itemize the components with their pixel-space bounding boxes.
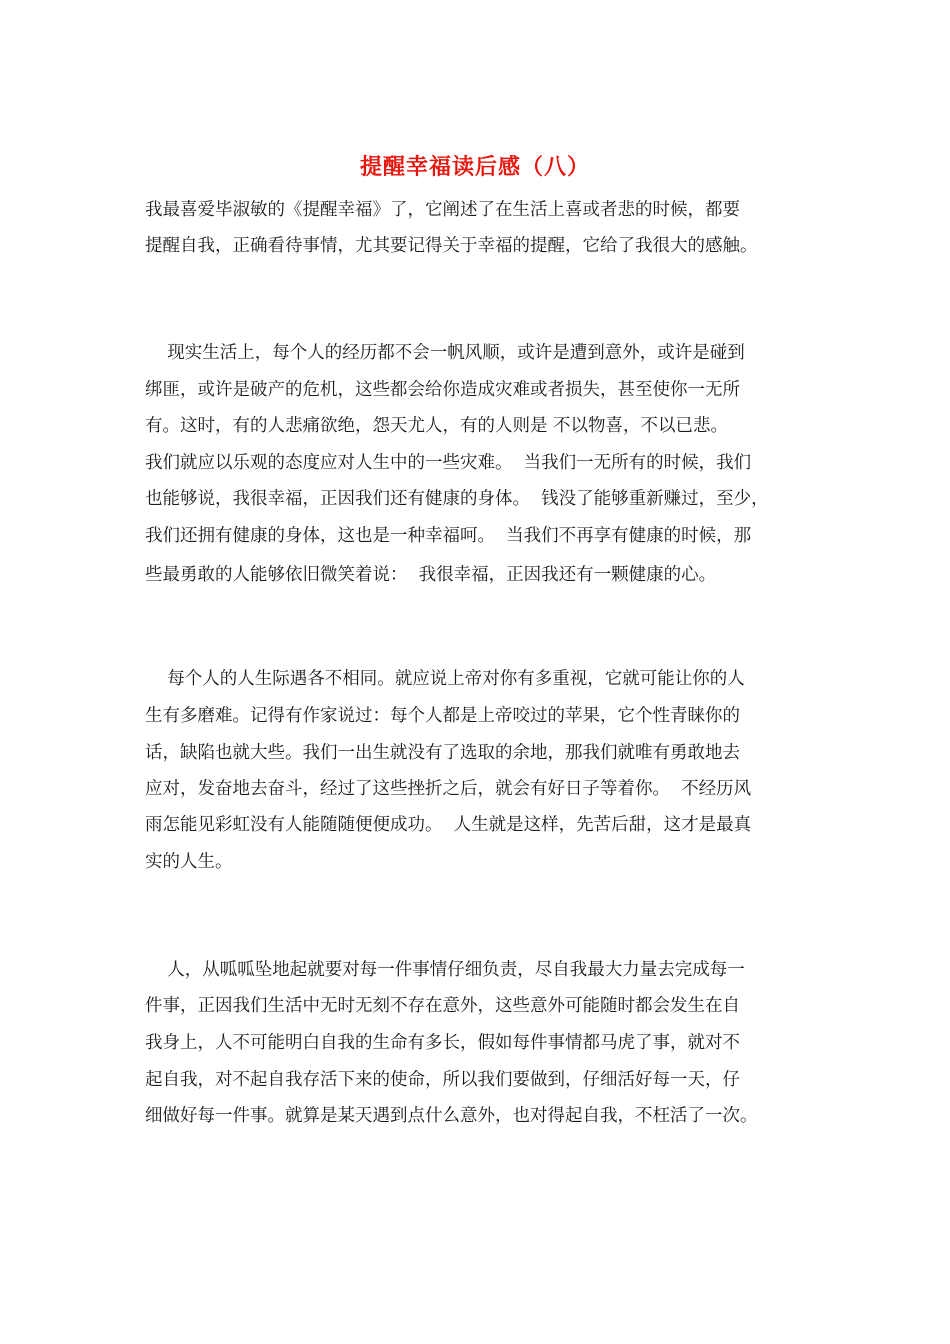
text-line: 我最喜爱毕淑敏的《提醒幸福》了，它阐述了在生活上喜或者悲的时候，都要 bbox=[145, 200, 740, 220]
text-line: 人，从呱呱坠地起就要对每一件事情仔细负责，尽自我最大力量去完成每一 bbox=[145, 960, 745, 980]
text-line: 每个人的人生际遇各不相同。就应说上帝对你有多重视，它就可能让你的人 bbox=[145, 669, 745, 689]
text-line: 些最勇敢的人能够依旧微笑着说： 我很幸福，正因我还有一颗健康的心。 bbox=[145, 565, 717, 585]
text-line: 件事，正因我们生活中无时无刻不存在意外，这些意外可能随时都会发生在自 bbox=[145, 996, 740, 1016]
text-line: 话，缺陷也就大些。我们一出生就没有了选取的余地，那我们就唯有勇敢地去 bbox=[145, 743, 740, 763]
text-line: 我们就应以乐观的态度应对人生中的一些灾难。 当我们一无所有的时候，我们 bbox=[145, 453, 752, 473]
document-title: 提醒幸福读后感（八） bbox=[359, 154, 590, 180]
text-line: 绑匪，或许是破产的危机，这些都会给你造成灾难或者损失，甚至使你一无所 bbox=[145, 380, 740, 400]
text-line: 起自我，对不起自我存活下来的使命，所以我们要做到，仔细活好每一天，仔 bbox=[145, 1070, 740, 1090]
text-line: 细做好每一件事。就算是某天遇到点什么意外，也对得起自我，不枉活了一次。 bbox=[145, 1106, 758, 1126]
text-line: 现实生活上，每个人的经历都不会一帆风顺，或许是遭到意外，或许是碰到 bbox=[145, 343, 745, 363]
text-line: 实的人生。 bbox=[145, 852, 233, 872]
text-line: 应对，发奋地去奋斗，经过了这些挫折之后，就会有好日子等着你。 不经历风 bbox=[145, 779, 752, 799]
text-line: 我们还拥有健康的身体，这也是一种幸福呵。 当我们不再享有健康的时候，那 bbox=[145, 526, 752, 546]
text-line: 有。这时，有的人悲痛欲绝，怨天尤人，有的人则是 不以物喜，不以已悲。 bbox=[145, 416, 729, 436]
text-line: 生有多磨难。记得有作家说过：每个人都是上帝咬过的苹果，它个性青睐你的 bbox=[145, 706, 740, 726]
text-line: 提醒自我，正确看待事情，尤其要记得关于幸福的提醒，它给了我很大的感触。 bbox=[145, 236, 758, 256]
text-line: 也能够说，我很幸福，正因我们还有健康的身体。 钱没了能够重新赚过，至少， bbox=[145, 489, 769, 509]
text-line: 雨怎能见彩虹没有人能随随便便成功。 人生就是这样，先苦后甜，这才是最真 bbox=[145, 815, 752, 835]
text-line: 我身上，人不可能明白自我的生命有多长，假如每件事情都马虎了事，就对不 bbox=[145, 1033, 740, 1053]
